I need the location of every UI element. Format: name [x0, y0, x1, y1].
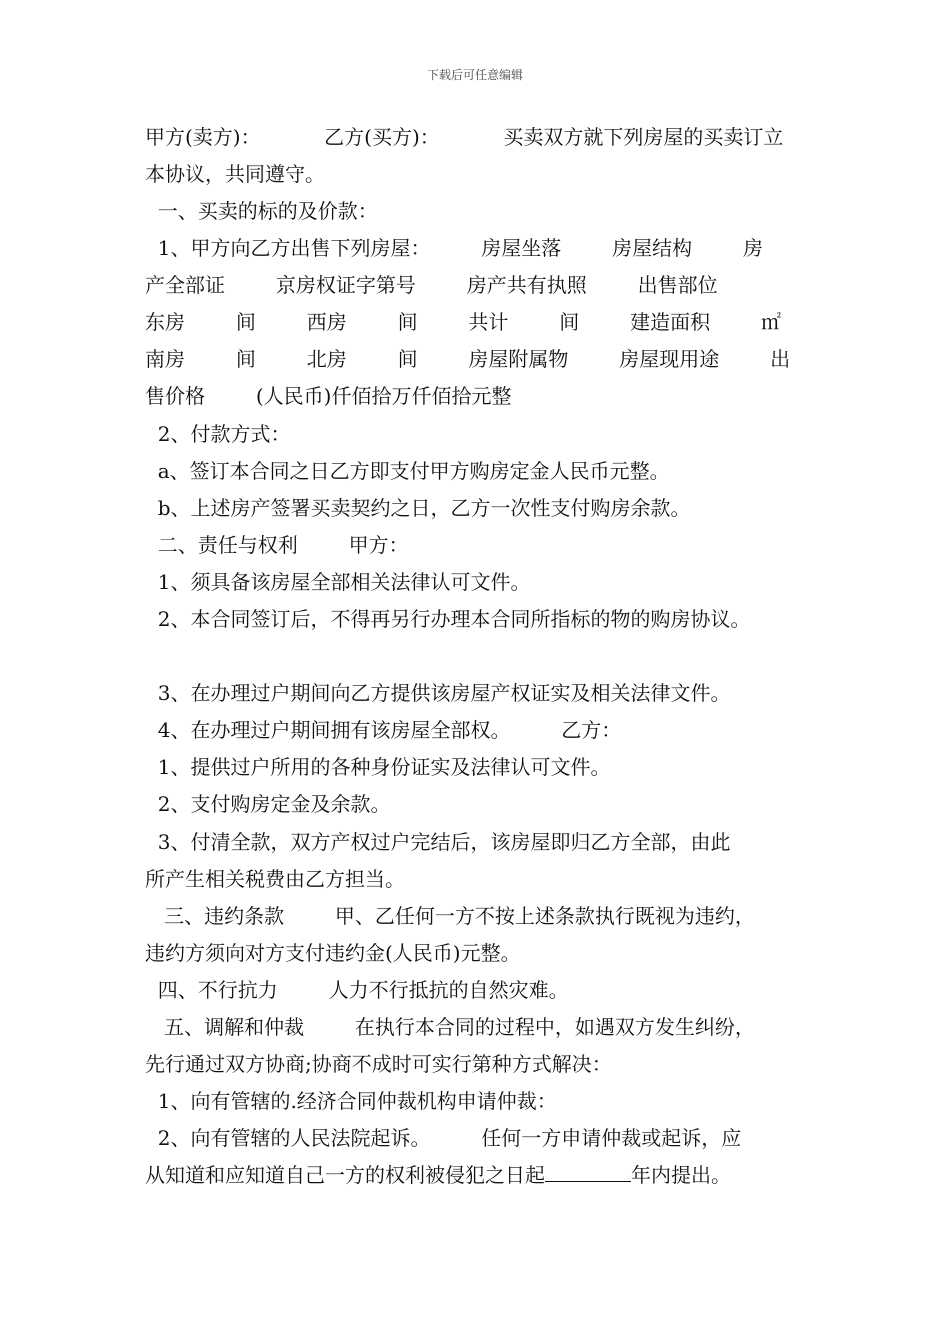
- text-line-last: [145, 1162, 731, 1188]
- text-line: 2、付款方式：: [145, 422, 291, 446]
- text-line: 1、向有管辖的.经济合同仲裁机构申请仲裁：: [145, 1089, 557, 1113]
- text-line: 产全部证 京房权证字第号 房产共有执照 出售部位: [145, 273, 718, 297]
- text-line: 三、违约条款 甲、乙任何一方不按上述条款执行既视为违约，: [145, 904, 755, 928]
- text-line: a、签订本合同之日乙方即支付甲方购房定金人民币元整。: [145, 459, 670, 483]
- text-line: 二、责任与权利 甲方：: [145, 533, 409, 557]
- text-line: 南房 间 北房 间 房屋附属物 房屋现用途 出: [145, 347, 791, 371]
- text-line: 甲方(卖方)： 乙方(买方)： 买卖双方就下列房屋的买卖订立: [145, 125, 784, 149]
- page-header: 下载后可任意编辑: [426, 68, 523, 82]
- text-line: 3、付清全款，双方产权过户完结后，该房屋即归乙方全部，由此: [145, 830, 731, 854]
- text-line: 1、提供过户所用的各种身份证实及法律认可文件。: [145, 755, 611, 779]
- text-line: 违约方须向对方支付违约金(人民币)元整。: [145, 941, 521, 965]
- text-segment: 从知道和应知道自己一方的权利被侵犯之日起: [145, 1163, 545, 1187]
- text-line: 1、甲方向乙方出售下列房屋： 房屋坐落 房屋结构 房: [145, 236, 764, 260]
- fill-in-blank[interactable]: [545, 1163, 631, 1182]
- text-line: 四、不行抗力 人力不行抵抗的自然灾难。: [145, 978, 569, 1002]
- text-line: 2、向有管辖的人民法院起诉。 任何一方申请仲裁或起诉，应: [145, 1126, 742, 1150]
- text-line: 3、在办理过户期间向乙方提供该房屋产权证实及相关法律文件。: [145, 681, 731, 705]
- text-line: 所产生相关税费由乙方担当。: [145, 867, 405, 891]
- text-line: 售价格 (人民币)仟佰拾万仟佰拾元整: [145, 384, 512, 408]
- text-line: 2、本合同签订后，不得再另行办理本合同所指标的物的购房协议。: [145, 607, 751, 631]
- text-line: 本协议，共同遵守。: [145, 162, 325, 186]
- text-line: 五、调解和仲裁 在执行本合同的过程中，如遇双方发生纠纷，: [145, 1015, 755, 1039]
- text-line: 1、须具备该房屋全部相关法律认可文件。: [145, 570, 531, 594]
- text-line: 2、支付购房定金及余款。: [145, 792, 391, 816]
- text-segment: 年内提出。: [631, 1163, 731, 1187]
- text-line: b、上述房产签署买卖契约之日，乙方一次性支付购房余款。: [145, 496, 691, 520]
- text-line: 4、在办理过户期间拥有该房屋全部权。 乙方：: [145, 718, 622, 742]
- text-line: 东房 间 西房 间 共计 间 建造面积 ㎡: [145, 310, 782, 334]
- text-line: 先行通过双方协商;协商不成时可实行第种方式解决：: [145, 1052, 612, 1076]
- text-line: 一、买卖的标的及价款：: [145, 199, 378, 223]
